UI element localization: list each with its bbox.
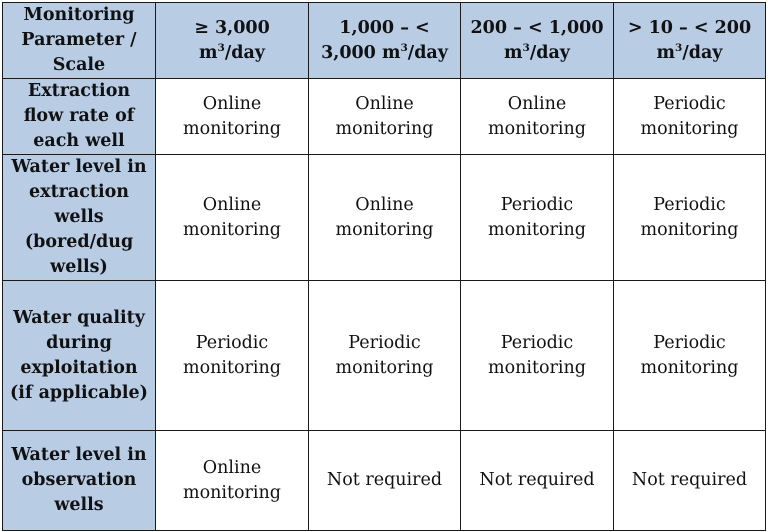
row-label-extraction-flow-rate: Extraction flow rate of each well bbox=[3, 79, 156, 155]
table-cell: Online monitoring bbox=[461, 79, 614, 155]
table-cell: Periodic monitoring bbox=[156, 281, 309, 431]
header-scale-2: 1,000 – < 3,000 $m^3$/day bbox=[309, 3, 461, 79]
table-cell: Online monitoring bbox=[309, 79, 461, 155]
table-cell: Periodic monitoring bbox=[461, 281, 614, 431]
row-label-water-quality: Water quality during exploitation (if applicable) bbox=[3, 281, 156, 431]
table-cell: Online monitoring bbox=[156, 79, 309, 155]
header-scale-4: > 10 – < 200 $m^3$/day bbox=[614, 3, 766, 79]
table-row bbox=[3, 281, 766, 431]
table-cell: Not required bbox=[461, 431, 614, 531]
table-row bbox=[3, 431, 766, 531]
table-cell: Online monitoring bbox=[156, 431, 309, 531]
table-cell: Periodic monitoring bbox=[614, 79, 766, 155]
header-scale-1: ≥ 3,000 $m^3$/day bbox=[156, 3, 309, 79]
table-cell: Periodic monitoring bbox=[461, 155, 614, 281]
table-cell: Online monitoring bbox=[309, 155, 461, 281]
table-cell: Not required bbox=[309, 431, 461, 531]
header-scale-3: 200 – < 1,000 $m^3$/day bbox=[461, 3, 614, 79]
table-cell: Not required bbox=[614, 431, 766, 531]
table-cell: Periodic monitoring bbox=[614, 155, 766, 281]
table-row bbox=[3, 79, 766, 155]
row-label-water-level-observation: Water level in observation wells bbox=[3, 431, 156, 531]
table-row bbox=[3, 155, 766, 281]
monitoring-table bbox=[2, 2, 766, 531]
row-label-water-level-extraction: Water level in extraction wells (bored/dug wells) bbox=[3, 155, 156, 281]
table-cell: Periodic monitoring bbox=[614, 281, 766, 431]
table-cell: Online monitoring bbox=[156, 155, 309, 281]
header-parameter-scale: Monitoring Parameter / Scale bbox=[3, 3, 156, 79]
table-cell: Periodic monitoring bbox=[309, 281, 461, 431]
header-row bbox=[3, 3, 766, 79]
